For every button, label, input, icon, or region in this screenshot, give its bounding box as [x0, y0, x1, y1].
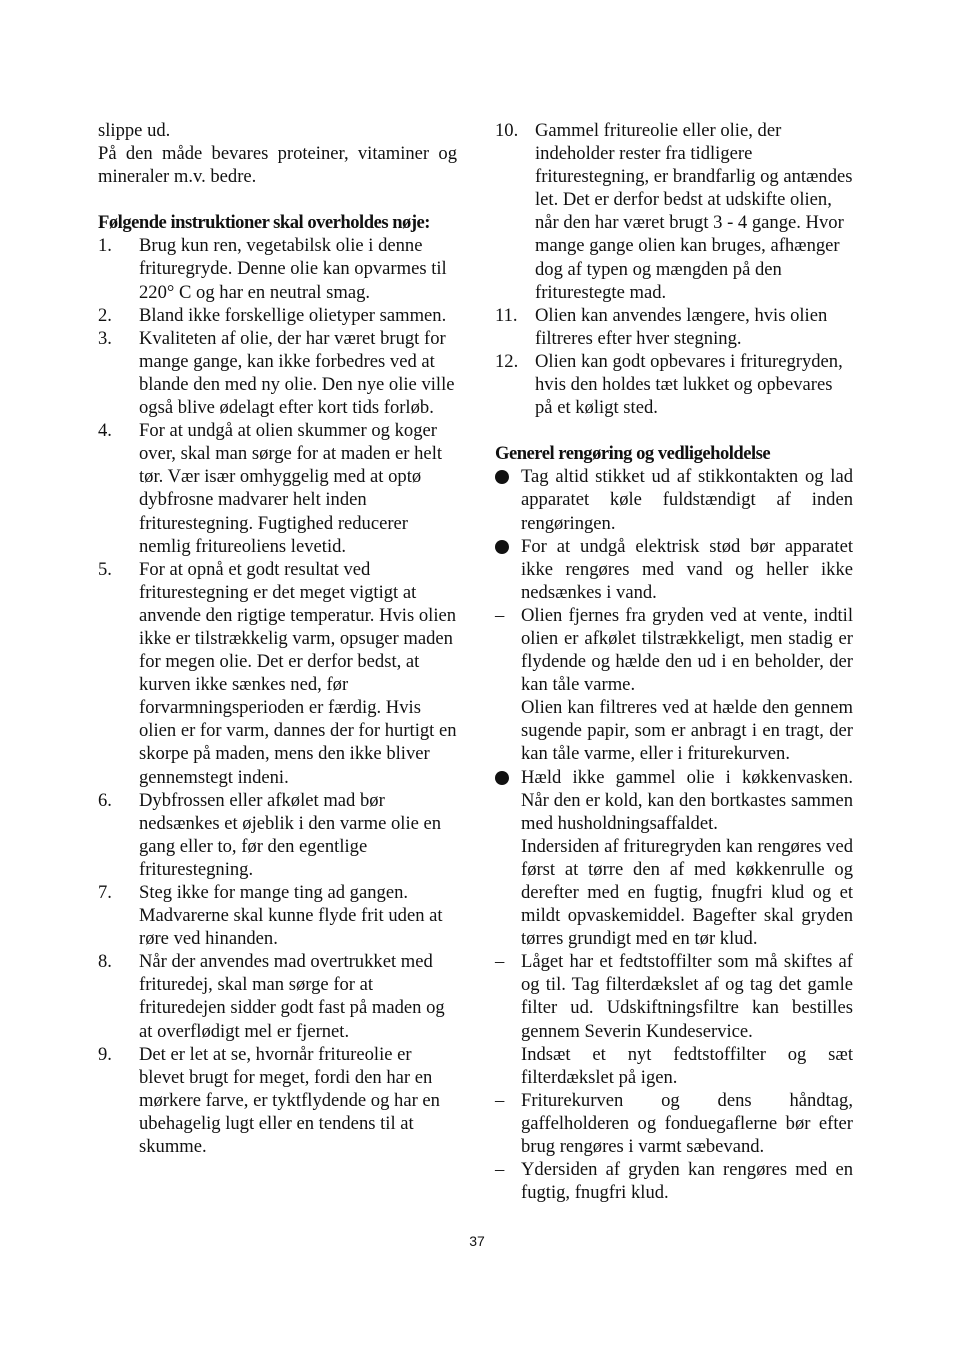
intro-line: slippe ud. [98, 120, 171, 141]
item-number: 7. [98, 882, 112, 903]
item-number: 1. [98, 235, 112, 257]
list-item [98, 419, 457, 558]
item-text: Steg ikke for mange ting ad gangen. Madvarerne skal kunne flyde frit uden at røre ved hinanden. [139, 882, 443, 950]
bullet-paragraph: Indersiden af frituregryden kan rengøres ved først at tørre den af med køkkenrulle og derefter med en fugtig, fnugfri klud og et mildt opvaskemiddel. Bagefter skal gryden tørres grundigt med en tør klud. [521, 835, 853, 950]
item-text: Gammel fritureolie eller olie, der indeholder rester fra tidligere friturestegning, er brandfarlig og antændes let. Det er derfor bedst at udskifte olien, når den har været brugt 3 - 4 gange. Hvor mange gange olien kan bruges, afhænger dog af typen og mængden på den friturestegte mad. [535, 120, 853, 303]
bullet-paragraph: Friturekurven og dens håndtag, gaffelholderen og fonduegaflerne bør efter brug rengøres i varmt sæbevand. [521, 1089, 853, 1158]
list-item [98, 304, 457, 327]
bullet-dash: – [495, 951, 505, 973]
item-number: 11. [495, 304, 518, 326]
item-text: Dybfrossen eller afkølet mad bør nedsænkes et øjeblik i den varme olie en gang eller to, før den egentlige friturestegning. [139, 789, 442, 880]
item-number: 8. [98, 951, 112, 973]
instructions-list-continued [495, 119, 853, 419]
bullet-body [521, 604, 853, 766]
bullet-dot-icon [495, 465, 521, 534]
intro-paragraph: På den måde bevares proteiner, vitaminer og mineraler m.v. bedre. [98, 143, 457, 188]
list-item [98, 881, 457, 950]
bullet-paragraph: Låget har et fedtstoffilter som må skiftes af og til. Tag filterdækslet af og tag det gamle filter ud. Udskiftningsfiltre kan bestilles gennem Severin Kundeservice. [521, 951, 853, 1042]
right-column [495, 119, 853, 1204]
page-number: 37 [469, 1233, 485, 1249]
list-item [495, 604, 853, 766]
list-item [495, 1089, 853, 1158]
item-text: For at opnå et godt resultat ved friturestegning er det meget vigtigt at anvende den rigtige temperatur. Hvis olien ikke er tilstrækkelig varm, opsuger maden for megen olie. Det er derfor bedst, at kurven ikke sænkes ned, før forvarmningsperioden er færdig. Hvis olien er for varm, dannes der for hurtigt en skorpe på maden, mens den ikke bliver gennemstegt indeni. [139, 558, 457, 788]
bullet-body [521, 535, 853, 604]
bullet-paragraph: For at undgå elektrisk stød bør apparatet ikke rengøres med vand og heller ikke nedsænkes i vand. [521, 535, 853, 603]
spacer [98, 188, 457, 211]
bullet-paragraph: Tag altid stikket ud af stikkontakten og lad apparatet køle fuldstændigt af inden rengøringen. [521, 466, 853, 534]
item-text: Olien kan anvendes længere, hvis olien filtreres efter hver stegning. [535, 304, 828, 349]
bullet-dash: – [495, 604, 505, 626]
left-column [98, 119, 457, 1158]
item-text: Brug kun ren, vegetabilsk olie i denne frituregryde. Denne olie kan opvarmes til 220° C og har en neutral smag. [139, 235, 447, 303]
cleaning-list [495, 465, 853, 1204]
item-text: Bland ikke forskellige olietyper sammen. [139, 304, 447, 326]
list-item [495, 119, 853, 304]
item-number: 12. [495, 350, 519, 372]
bullet-paragraph: Ydersiden af gryden kan rengøres med en fugtig, fnugfri klud. [521, 1159, 853, 1204]
bullet-body [521, 766, 853, 951]
bullet-paragraph: Olien kan filtreres ved at hælde den gennem sugende papir, som er anbragt i en tragt, der kan tåle varme, eller i friturekurven. [521, 697, 853, 765]
bullet-paragraph: Indsæt et nyt fedtstoffilter og sæt filterdækslet på igen. [521, 1043, 853, 1088]
bullet-dot-icon [495, 470, 509, 484]
bullet-dot-icon [495, 766, 521, 951]
bullet-dot-icon [495, 540, 509, 554]
bullet-dash: – [495, 1089, 505, 1111]
item-number: 5. [98, 558, 112, 580]
list-item [98, 950, 457, 1042]
list-item [495, 304, 853, 350]
instructions-list [98, 234, 457, 1158]
item-number: 4. [98, 420, 112, 442]
list-item [98, 558, 457, 789]
bullet-body [521, 950, 853, 1089]
bullet-dash: – [495, 1159, 505, 1181]
item-number: 9. [98, 1043, 112, 1065]
item-text: Olien kan godt opbevares i frituregryden, hvis den holdes tæt lukket og opbevares på et køligt sted. [535, 350, 843, 419]
bullet-body [521, 1158, 853, 1204]
item-number: 10. [495, 120, 519, 141]
spacer [495, 419, 853, 442]
list-item [495, 465, 853, 534]
list-item [495, 766, 853, 951]
item-number: 3. [98, 327, 112, 349]
bullet-body [521, 1089, 853, 1158]
item-text: Det er let at se, hvornår fritureolie er blevet brugt for meget, fordi den har en mørkere farve, er tyktflydende og har en ubehagelig lugt eller en tendens til at skumme. [139, 1043, 440, 1158]
item-text: For at undgå at olien skummer og koger over, skal man sørge for at maden er helt tør. Vær især omhyggelig med at optø dybfrosne madvarer helt inden friturestegning. Fugtighed reducerer nemlig fritureoliens levetid. [139, 420, 443, 557]
list-item [495, 350, 853, 419]
list-item [98, 1043, 457, 1158]
item-text: Når der anvendes mad overtrukket med frituredej, skal man sørge for at frituredejen sidder godt fast på maden og at overflødigt mel er fjernet. [139, 951, 445, 1042]
bullet-paragraph: Hæld ikke gammel olie i køkkenvasken. Når den er kold, kan den bortkastes sammen med husholdningsaffaldet. [521, 766, 853, 834]
list-item [98, 789, 457, 881]
list-item [495, 1158, 853, 1204]
bullet-body [521, 465, 853, 534]
bullet-paragraph: Olien fjernes fra gryden ved at vente, indtil olien er afkølet tilstrækkeligt, men stadig er flydende og hælde den ud i en beholder, der kan tåle varme. [521, 604, 853, 696]
list-item [495, 535, 853, 604]
instructions-heading: Følgende instruktioner skal overholdes nøje: [98, 212, 430, 234]
list-item [98, 234, 457, 303]
list-item [98, 327, 457, 419]
item-text: Kvaliteten af olie, der har været brugt for mange gange, kan ikke forbedres ved at blande den med ny olie. Den nye olie ville også blive ødelagt efter kort tids forløb. [139, 327, 455, 419]
bullet-dot-icon [495, 535, 521, 604]
cleaning-heading: Generel rengøring og vedligeholdelse [495, 443, 771, 465]
item-number: 2. [98, 304, 112, 326]
item-number: 6. [98, 789, 112, 811]
bullet-dot-icon [495, 771, 509, 785]
list-item [495, 950, 853, 1089]
